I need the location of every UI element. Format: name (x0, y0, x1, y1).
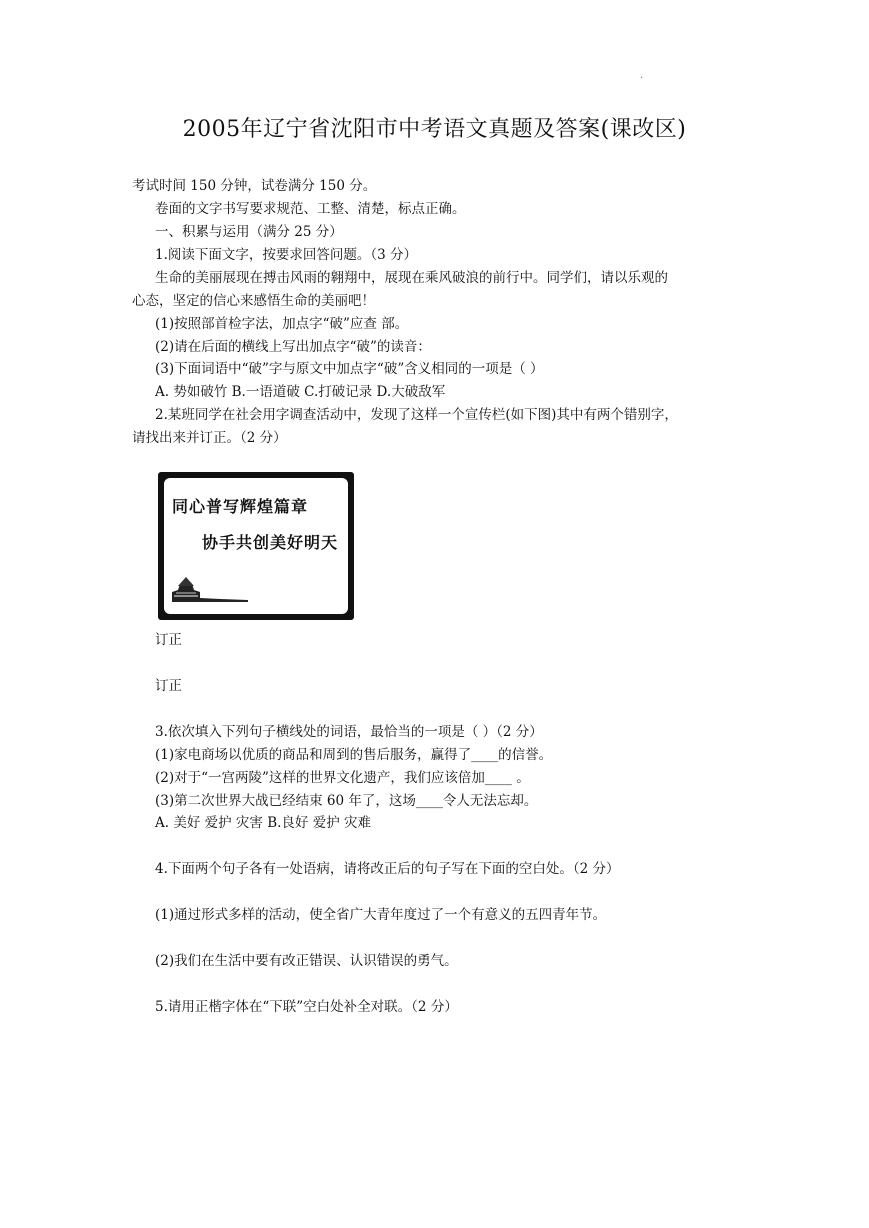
section-heading: 一、积累与运用（满分 25 分） (155, 224, 343, 240)
question-3-sentence-2: (2)对于“一宫两陵”这样的世界文化遗产，我们应该倍加____ 。 (155, 770, 530, 786)
question-1: 1.阅读下面文字，按要求回答问题。（3 分） (155, 247, 418, 263)
question-2: 2.某班同学在社会用字调查活动中，发现了这样一个宣传栏(如下图)其中有两个错别字， (155, 407, 678, 423)
question-1-options: A. 势如破竹 B.一语道破 C.打破记录 D.大破敌军 (155, 384, 446, 400)
passage-line: 心态，坚定的信心来感悟生命的美丽吧！ (132, 293, 375, 309)
writing-requirement: 卷面的文字书写要求规范、工整、清楚，标点正确。 (155, 201, 466, 217)
question-4-sentence-1: (1)通过形式多样的活动，使全省广大青年度过了一个有意义的五四青年节。 (155, 907, 607, 923)
question-3-options: A. 美好 爱护 灾害 B.良好 爱护 灾难 (155, 815, 371, 831)
question-5: 5.请用正楷字体在“下联”空白处补全对联。（2 分） (155, 999, 458, 1015)
question-3-sentence-1: (1)家电商场以优质的商品和周到的售后服务，赢得了____的信誉。 (155, 747, 553, 763)
passage-line: 生命的美丽展现在搏击风雨的翱翔中，展现在乘风破浪的前行中。同学们，请以乐观的 (155, 270, 668, 286)
poster-image (158, 472, 354, 620)
question-2-continued: 请找出来并订正。（2 分） (132, 430, 287, 446)
correction-label-2: 订正 (155, 678, 182, 694)
palace-illustration (170, 572, 250, 606)
exam-info: 考试时间 150 分钟，试卷满分 150 分。 (132, 178, 377, 194)
question-3: 3.依次填入下列句子横线处的词语，最恰当的一项是（ ）（2 分） (155, 724, 543, 740)
poster-line-2: 协手共创美好明天 (202, 533, 339, 552)
question-1-part-3: (3)下面词语中“破”字与原文中加点字“破”含义相同的一项是（ ） (155, 361, 544, 377)
question-1-part-2: (2)请在后面的横线上写出加点字“破”的读音： (155, 339, 431, 355)
question-4-sentence-2: (2)我们在生活中要有改正错误、认识错误的勇气。 (155, 953, 458, 969)
question-3-sentence-3: (3)第二次世界大战已经结束 60 年了，这场____令人无法忘却。 (155, 793, 538, 809)
question-4: 4.下面两个句子各有一处语病，请将改正后的句子写在下面的空白处。（2 分） (155, 861, 620, 877)
page-mark: . (640, 70, 644, 81)
poster-line-1: 同心普写辉煌篇章 (172, 497, 309, 516)
correction-label-1: 订正 (155, 632, 182, 648)
page-title: 2005年辽宁省沈阳市中考语文真题及答案(课改区) (182, 117, 687, 142)
question-1-part-1: (1)按照部首检字法，加点字“破”应查 部。 (155, 316, 409, 332)
